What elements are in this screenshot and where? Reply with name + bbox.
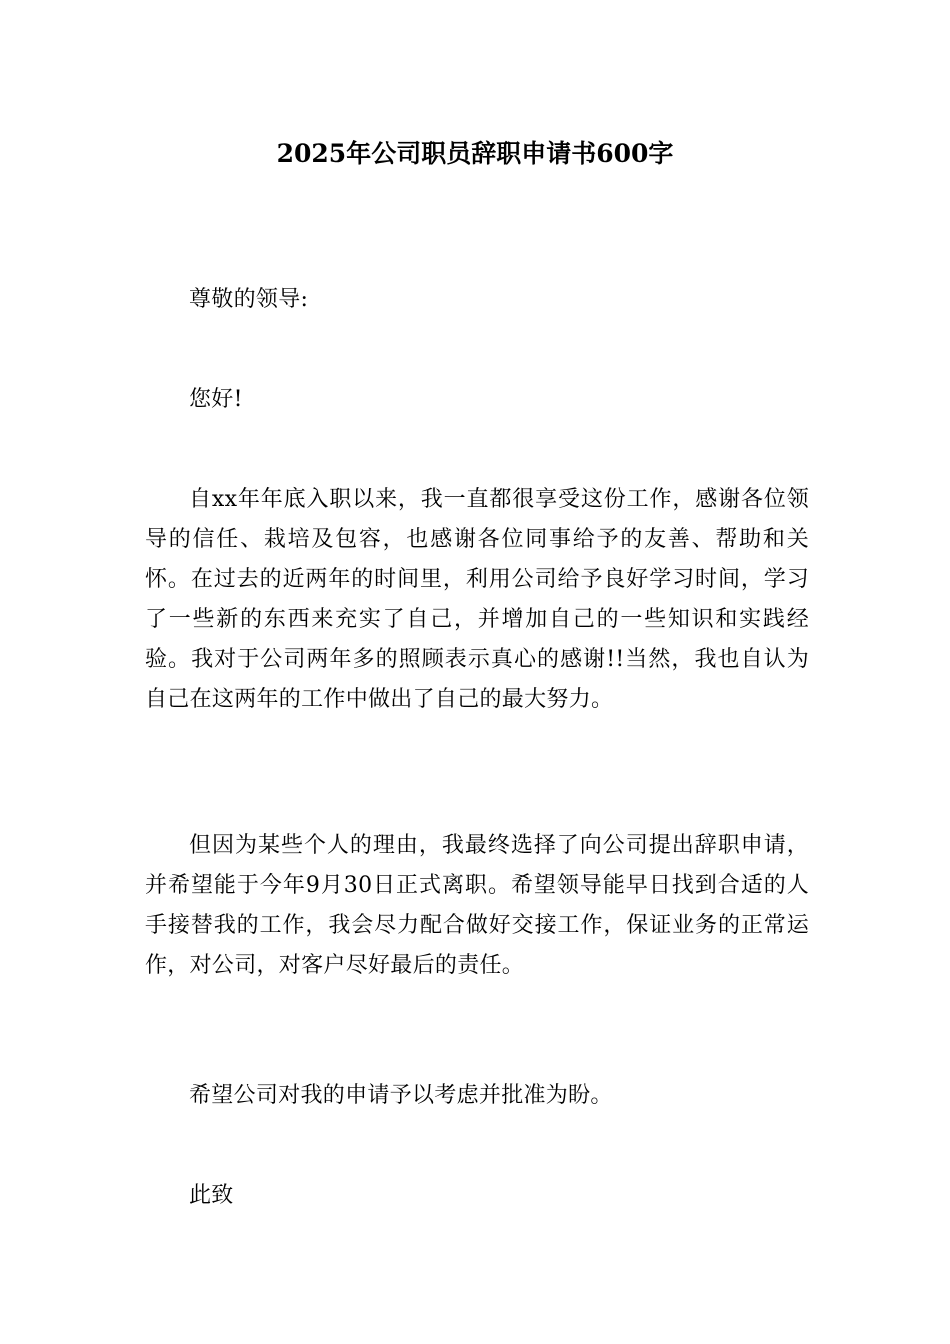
- closing: [145, 1176, 809, 1216]
- paragraph-3: [145, 1076, 809, 1116]
- paragraph-1: [145, 480, 809, 720]
- greeting-text: 您好!: [189, 387, 243, 412]
- paragraph-3-text: 希望公司对我的申请予以考虑并批准为盼。: [189, 1083, 613, 1108]
- paragraph-2-text: 但因为某些个人的理由，我最终选择了向公司提出辞职申请，并希望能于今年9月30日正式离职。希望领导能早日找到合适的人手接替我的工作，我会尽力配合做好交接工作，保证业务的正常运作，对公司，对客户尽好最后的责任。: [145, 833, 809, 978]
- salutation-text: 尊敬的领导:: [189, 287, 309, 312]
- greeting: [145, 380, 809, 420]
- paragraph-1-text: 自xx年年底入职以来，我一直都很享受这份工作，感谢各位领导的信任、栽培及包容，也感谢各位同事给予的友善、帮助和关怀。在过去的近两年的时间里，利用公司给予良好学习时间，学习了一些新的东西来充实了自己，并增加自己的一些知识和实践经验。我对于公司两年多的照顾表示真心的感谢!!当然，我也自认为自己在这两年的工作中做出了自己的最大努力。: [145, 487, 809, 712]
- salutation: [145, 280, 809, 320]
- closing-text: 此致: [189, 1183, 234, 1208]
- document-title: 2025年公司职员辞职申请书600字: [276, 139, 674, 168]
- paragraph-2: [145, 826, 809, 986]
